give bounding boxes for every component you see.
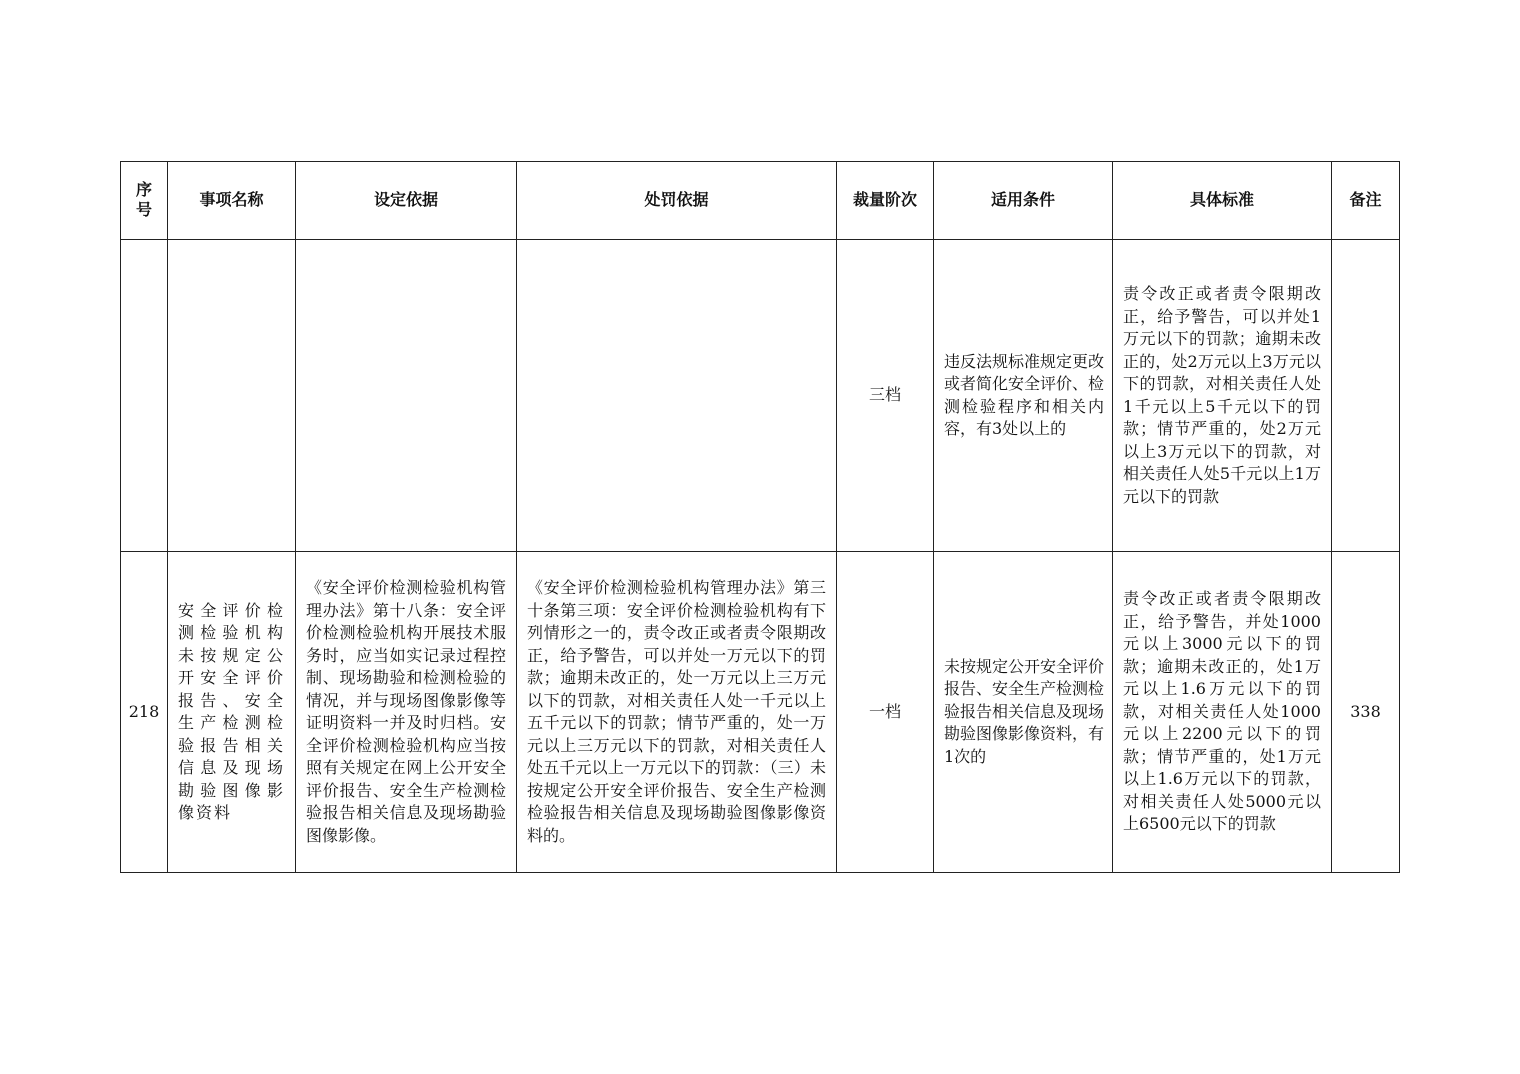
cell-item-name: 安全评价检测检验机构未按规定公开安全评价报告、安全生产检测检验报告相关信息及现场勘验图像影像资料 [168, 552, 296, 873]
header-item-name: 事项名称 [168, 162, 296, 240]
cell-item-name [168, 240, 296, 552]
cell-setting-basis [296, 240, 517, 552]
cell-discretion-level: 三档 [837, 240, 934, 552]
cell-specific-standard: 责令改正或者责令限期改正，给予警告，并处1000元以上3000元以下的罚款；逾期未改正的，处1万元以上1.6万元以下的罚款，对相关责任人处1000元以上2200元以下的罚款；情节严重的，处1万元以上1.6万元以下的罚款，对相关责任人处5000元以上6500元以下的罚款 [1113, 552, 1332, 873]
header-applicable-condition: 适用条件 [934, 162, 1113, 240]
cell-remark [1332, 240, 1400, 552]
penalty-discretion-table [120, 161, 1400, 873]
cell-remark: 338 [1332, 552, 1400, 873]
table-header [121, 162, 1400, 240]
header-setting-basis: 设定依据 [296, 162, 517, 240]
cell-applicable-condition: 未按规定公开安全评价报告、安全生产检测检验报告相关信息及现场勘验图像影像资料，有1次的 [934, 552, 1113, 873]
cell-setting-basis: 《安全评价检测检验机构管理办法》第十八条：安全评价检测检验机构开展技术服务时，应当如实记录过程控制、现场勘验和检测检验的情况，并与现场图像影像等证明资料一并及时归档。安全评价检测检验机构应当按照有关规定在网上公开安全评价报告、安全生产检测检验报告相关信息及现场勘验图像影像。 [296, 552, 517, 873]
table-row [121, 552, 1400, 873]
cell-discretion-level: 一档 [837, 552, 934, 873]
cell-applicable-condition: 违反法规标准规定更改或者简化安全评价、检测检验程序和相关内容，有3处以上的 [934, 240, 1113, 552]
header-seq: 序号 [121, 162, 168, 240]
header-remark: 备注 [1332, 162, 1400, 240]
header-specific-standard: 具体标准 [1113, 162, 1332, 240]
table-row [121, 240, 1400, 552]
header-penalty-basis: 处罚依据 [517, 162, 837, 240]
cell-penalty-basis [517, 240, 837, 552]
cell-seq: 218 [121, 552, 168, 873]
header-discretion-level: 裁量阶次 [837, 162, 934, 240]
cell-penalty-basis: 《安全评价检测检验机构管理办法》第三十条第三项：安全评价检测检验机构有下列情形之一的，责令改正或者责令限期改正，给予警告，可以并处一万元以下的罚款；逾期未改正的，处一万元以上三万元以下的罚款，对相关责任人处一千元以上五千元以下的罚款；情节严重的，处一万元以上三万元以下的罚款，对相关责任人处五千元以上一万元以下的罚款：（三）未按规定公开安全评价报告、安全生产检测检验报告相关信息及现场勘验图像影像资料的。 [517, 552, 837, 873]
cell-specific-standard: 责令改正或者责令限期改正，给予警告，可以并处1万元以下的罚款；逾期未改正的，处2万元以上3万元以下的罚款，对相关责任人处1千元以上5千元以下的罚款；情节严重的，处2万元以上3万元以下的罚款，对相关责任人处5千元以上1万元以下的罚款 [1113, 240, 1332, 552]
cell-seq [121, 240, 168, 552]
